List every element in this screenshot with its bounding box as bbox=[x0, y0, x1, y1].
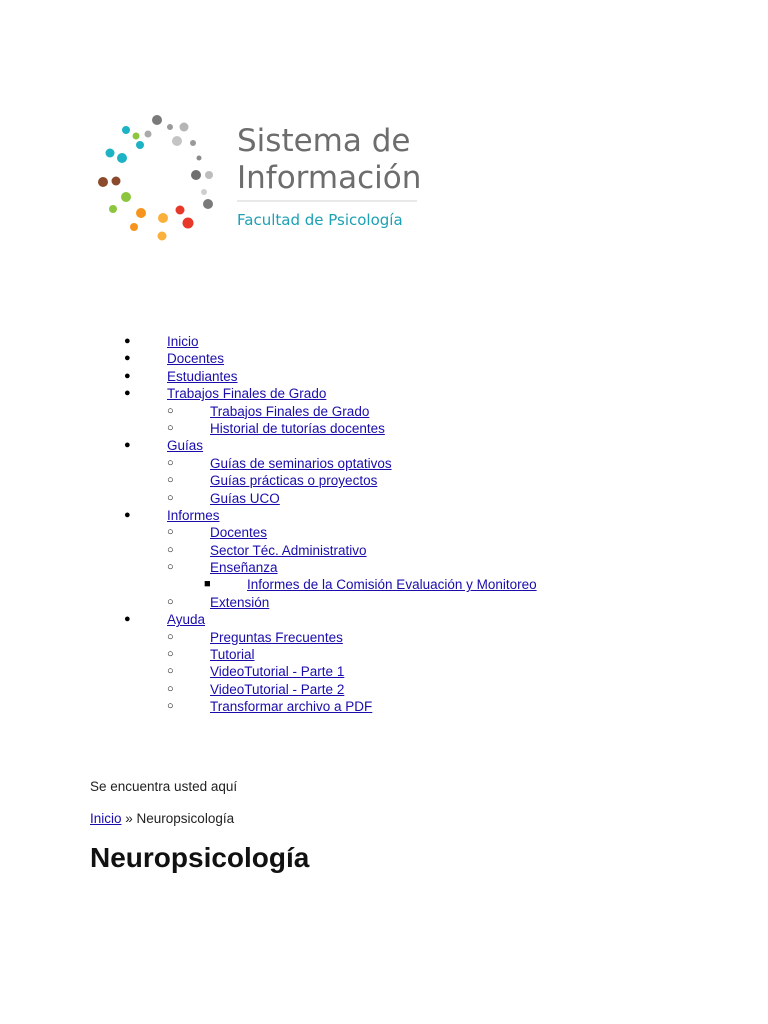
menu-link-docentes[interactable]: Docentes bbox=[167, 351, 225, 367]
disc-bullet-icon: ● bbox=[124, 613, 131, 626]
site-logo[interactable] bbox=[96, 110, 426, 245]
logo-subtitle: Facultad de Psicología bbox=[237, 211, 403, 229]
submenu-link-tutorial[interactable]: Tutorial bbox=[210, 647, 255, 663]
circle-bullet-icon: ○ bbox=[167, 700, 174, 713]
menu-item-guias bbox=[124, 437, 537, 507]
circle-bullet-icon: ○ bbox=[167, 491, 174, 504]
submenu-link-seminarios[interactable]: Guías de seminarios optativos bbox=[210, 455, 392, 471]
submenu-link-video2[interactable]: VideoTutorial - Parte 2 bbox=[210, 681, 345, 697]
circle-bullet-icon: ○ bbox=[167, 543, 174, 556]
submenu-link-extension[interactable]: Extensión bbox=[210, 594, 270, 610]
circle-bullet-icon: ○ bbox=[167, 526, 174, 539]
disc-bullet-icon: ● bbox=[124, 439, 131, 452]
breadcrumb-current: Neuropsicología bbox=[136, 811, 235, 826]
menu-link-estudiantes[interactable]: Estudiantes bbox=[167, 368, 238, 384]
disc-bullet-icon: ● bbox=[124, 369, 131, 382]
menu-link-tfg[interactable]: Trabajos Finales de Grado bbox=[167, 386, 327, 402]
submenu-link-sector[interactable]: Sector Téc. Administrativo bbox=[210, 542, 367, 558]
submenu-link-tfg[interactable]: Trabajos Finales de Grado bbox=[210, 403, 370, 419]
submenu-link-informes-docentes[interactable]: Docentes bbox=[210, 525, 268, 541]
circle-bullet-icon: ○ bbox=[167, 648, 174, 661]
circle-bullet-icon: ○ bbox=[167, 682, 174, 695]
menu-item-inicio bbox=[124, 333, 537, 350]
disc-bullet-icon: ● bbox=[124, 387, 131, 400]
square-bullet-icon: ■ bbox=[204, 578, 211, 591]
submenu-link-practicas[interactable]: Guías prácticas o proyectos bbox=[210, 473, 378, 489]
circle-bullet-icon: ○ bbox=[167, 404, 174, 417]
submenu-link-pdf[interactable]: Transformar archivo a PDF bbox=[210, 699, 373, 715]
circle-bullet-icon: ○ bbox=[167, 421, 174, 434]
circle-bullet-icon: ○ bbox=[167, 561, 174, 574]
submenu-link-comision[interactable]: Informes de la Comisión Evaluación y Monitoreo bbox=[247, 577, 537, 593]
circle-bullet-icon: ○ bbox=[167, 595, 174, 608]
menu-link-ayuda[interactable]: Ayuda bbox=[167, 612, 206, 628]
submenu-link-preguntas[interactable]: Preguntas Frecuentes bbox=[210, 629, 343, 645]
menu-item-ayuda bbox=[124, 611, 537, 715]
breadcrumb-home-link[interactable]: Inicio bbox=[90, 811, 122, 826]
menu-item-informes bbox=[124, 507, 537, 611]
disc-bullet-icon: ● bbox=[124, 352, 131, 365]
disc-bullet-icon: ● bbox=[124, 335, 131, 347]
submenu-link-uco[interactable]: Guías UCO bbox=[210, 490, 280, 506]
circle-bullet-icon: ○ bbox=[167, 456, 174, 469]
menu-link-guias[interactable]: Guías bbox=[167, 438, 204, 454]
circle-bullet-icon: ○ bbox=[167, 474, 174, 487]
submenu-link-video1[interactable]: VideoTutorial - Parte 1 bbox=[210, 664, 345, 680]
menu-link-inicio[interactable]: Inicio bbox=[167, 334, 199, 349]
breadcrumb bbox=[90, 811, 234, 826]
submenu-link-historial[interactable]: Historial de tutorías docentes bbox=[210, 420, 385, 436]
page-title: Neuropsicología bbox=[90, 842, 310, 873]
disc-bullet-icon: ● bbox=[124, 508, 131, 521]
menu-item-docentes bbox=[124, 350, 537, 367]
logo-title-line1: Sistema de bbox=[237, 123, 411, 159]
breadcrumb-label: Se encuentra usted aquí bbox=[90, 779, 238, 794]
menu-item-tfg bbox=[124, 385, 537, 437]
breadcrumb-separator: » bbox=[121, 811, 137, 826]
logo-title-line2: Información bbox=[237, 160, 422, 196]
menu-item-estudiantes bbox=[124, 368, 537, 385]
circle-bullet-icon: ○ bbox=[167, 630, 174, 643]
main-menu bbox=[124, 333, 537, 716]
circle-bullet-icon: ○ bbox=[167, 665, 174, 678]
submenu-link-ensenanza[interactable]: Enseñanza bbox=[210, 560, 278, 576]
menu-link-informes[interactable]: Informes bbox=[167, 507, 220, 523]
logo-dots-icon bbox=[98, 115, 213, 241]
